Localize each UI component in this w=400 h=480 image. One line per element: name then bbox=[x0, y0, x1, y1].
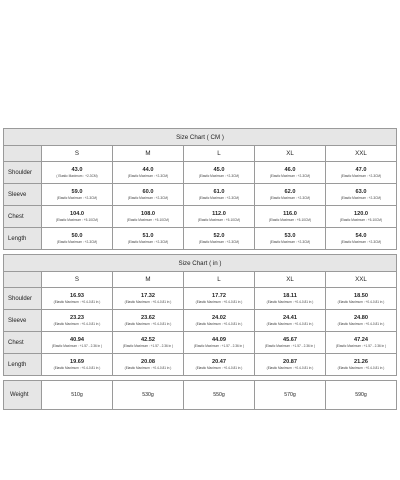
cell-value: 116.0 bbox=[283, 210, 297, 217]
table-cell bbox=[184, 228, 255, 250]
cell-value: 52.0 bbox=[213, 232, 225, 239]
size-header: L bbox=[184, 146, 255, 162]
cell-value: 120.0 bbox=[354, 210, 368, 217]
cell-note: (Elastic Maximum : +2-3CM) bbox=[198, 173, 240, 178]
cell-note: (Elastic Maximum : +0.4-0.81 in ) bbox=[195, 299, 243, 304]
cell-note: ( Elastic Maximum : +2-3CM) bbox=[56, 173, 98, 178]
cell-note: (Elastic Maximum : +2-3CM) bbox=[269, 173, 311, 178]
cell-value: 23.62 bbox=[141, 314, 155, 321]
weight-label: Weight bbox=[4, 381, 42, 410]
cell-value: 23.23 bbox=[70, 314, 84, 321]
cell-value: 20.47 bbox=[212, 358, 226, 365]
row-label: Chest bbox=[4, 332, 42, 354]
table-cell bbox=[42, 310, 113, 332]
header-corner bbox=[4, 272, 42, 288]
table-cell bbox=[255, 332, 326, 354]
cm-chart-title: Size Chart ( CM ) bbox=[4, 129, 397, 146]
cell-note: (Elastic Maximum : +0.4-0.81 in ) bbox=[124, 299, 172, 304]
table-cell bbox=[113, 332, 184, 354]
size-header: XXL bbox=[326, 272, 397, 288]
cell-value: 108.0 bbox=[141, 210, 155, 217]
size-chart-sheet bbox=[3, 128, 397, 410]
table-cell bbox=[326, 228, 397, 250]
cell-note: (Elastic Maximum : +0.4-0.81 in ) bbox=[337, 321, 385, 326]
cell-note: (Elastic Maximum : +0.4-0.81 in ) bbox=[124, 321, 172, 326]
cell-note: (Elastic Maximum : +5-10CM) bbox=[126, 217, 170, 222]
table-cell bbox=[326, 354, 397, 376]
cell-note: (Elastic Maximum : +2-3CM) bbox=[198, 239, 240, 244]
cell-value: 20.08 bbox=[141, 358, 155, 365]
cell-note: (Elastic Maximum : +0.4-0.81 in ) bbox=[53, 299, 101, 304]
inch-chart-title: Size Chart ( in ) bbox=[4, 255, 397, 272]
cell-note: (Elastic Maximum : +5-10CM) bbox=[339, 217, 383, 222]
weight-row bbox=[4, 381, 397, 410]
size-header: XXL bbox=[326, 146, 397, 162]
cell-note: (Elastic Maximum : +1.57 - 2.36 in ) bbox=[51, 343, 103, 348]
row-label: Sleeve bbox=[4, 310, 42, 332]
weight-value: 570g bbox=[255, 381, 326, 410]
weight-value: 590g bbox=[326, 381, 397, 410]
cell-value: 47.24 bbox=[354, 336, 368, 343]
cell-note: (Elastic Maximum : +5-10CM) bbox=[55, 217, 99, 222]
table-cell bbox=[42, 354, 113, 376]
table-cell bbox=[184, 310, 255, 332]
table-cell bbox=[113, 228, 184, 250]
table-cell bbox=[42, 332, 113, 354]
table-row bbox=[4, 288, 397, 310]
table-cell bbox=[113, 162, 184, 184]
table-cell bbox=[184, 184, 255, 206]
table-cell bbox=[184, 162, 255, 184]
cell-value: 53.0 bbox=[284, 232, 296, 239]
cell-value: 61.0 bbox=[213, 188, 225, 195]
table-cell bbox=[326, 162, 397, 184]
row-label: Length bbox=[4, 354, 42, 376]
table-cell bbox=[184, 288, 255, 310]
cell-value: 24.02 bbox=[212, 314, 226, 321]
table-cell bbox=[42, 162, 113, 184]
cell-value: 46.0 bbox=[284, 166, 296, 173]
row-label: Sleeve bbox=[4, 184, 42, 206]
table-row bbox=[4, 184, 397, 206]
row-label: Length bbox=[4, 228, 42, 250]
weight-value: 530g bbox=[113, 381, 184, 410]
cell-value: 45.0 bbox=[213, 166, 225, 173]
table-cell bbox=[255, 206, 326, 228]
cell-value: 63.0 bbox=[355, 188, 367, 195]
table-row bbox=[4, 310, 397, 332]
table-cell bbox=[326, 184, 397, 206]
cell-value: 60.0 bbox=[142, 188, 154, 195]
cell-value: 24.80 bbox=[354, 314, 368, 321]
cm-size-header-row bbox=[4, 146, 397, 162]
size-header: XL bbox=[255, 146, 326, 162]
size-header: S bbox=[42, 146, 113, 162]
cell-note: (Elastic Maximum : +2-3CM) bbox=[340, 173, 382, 178]
cell-note: (Elastic Maximum : +2-3CM) bbox=[127, 173, 169, 178]
table-row bbox=[4, 206, 397, 228]
size-header: M bbox=[113, 272, 184, 288]
cell-note: (Elastic Maximum : +2-3CM) bbox=[340, 239, 382, 244]
table-cell bbox=[255, 228, 326, 250]
table-cell bbox=[42, 206, 113, 228]
cell-note: (Elastic Maximum : +2-3CM) bbox=[269, 195, 311, 200]
cell-note: (Elastic Maximum : +0.4-0.81 in ) bbox=[266, 365, 314, 370]
cell-value: 62.0 bbox=[284, 188, 296, 195]
table-cell bbox=[326, 288, 397, 310]
table-cell bbox=[113, 206, 184, 228]
table-cell bbox=[255, 184, 326, 206]
cell-value: 21.26 bbox=[354, 358, 368, 365]
cell-note: (Elastic Maximum : +0.4-0.81 in ) bbox=[195, 365, 243, 370]
table-cell bbox=[326, 206, 397, 228]
table-cell bbox=[42, 228, 113, 250]
cell-value: 18.11 bbox=[283, 292, 297, 299]
cell-value: 42.52 bbox=[141, 336, 155, 343]
table-cell bbox=[113, 184, 184, 206]
cell-note: (Elastic Maximum : +2-3CM) bbox=[127, 239, 169, 244]
cell-note: (Elastic Maximum : +0.4-0.81 in ) bbox=[195, 321, 243, 326]
cell-value: 104.0 bbox=[70, 210, 84, 217]
size-header: XL bbox=[255, 272, 326, 288]
table-cell bbox=[326, 332, 397, 354]
cell-value: 20.87 bbox=[283, 358, 297, 365]
cell-note: (Elastic Maximum : +5-10CM) bbox=[268, 217, 312, 222]
table-row bbox=[4, 228, 397, 250]
cell-value: 18.50 bbox=[354, 292, 368, 299]
table-row bbox=[4, 354, 397, 376]
cell-note: (Elastic Maximum : +1.57 - 2.36 in ) bbox=[193, 343, 245, 348]
table-cell bbox=[184, 332, 255, 354]
cell-value: 54.0 bbox=[355, 232, 367, 239]
cell-value: 40.94 bbox=[70, 336, 84, 343]
cell-note: (Elastic Maximum : +0.4-0.81 in ) bbox=[53, 321, 101, 326]
cell-value: 45.67 bbox=[283, 336, 297, 343]
cell-value: 47.0 bbox=[355, 166, 367, 173]
cell-value: 16.93 bbox=[70, 292, 84, 299]
cell-note: (Elastic Maximum : +2-3CM) bbox=[127, 195, 169, 200]
cell-note: (Elastic Maximum : +0.4-0.81 in ) bbox=[53, 365, 101, 370]
table-cell bbox=[326, 310, 397, 332]
cell-value: 17.32 bbox=[141, 292, 155, 299]
table-cell bbox=[255, 354, 326, 376]
cell-value: 59.0 bbox=[71, 188, 83, 195]
table-cell bbox=[184, 206, 255, 228]
cell-value: 44.09 bbox=[212, 336, 226, 343]
cell-note: (Elastic Maximum : +2-3CM) bbox=[56, 239, 98, 244]
weight-value: 550g bbox=[184, 381, 255, 410]
row-label: Chest bbox=[4, 206, 42, 228]
size-chart-cm-table bbox=[3, 128, 397, 250]
cell-value: 44.0 bbox=[142, 166, 154, 173]
cell-note: (Elastic Maximum : +2-3CM) bbox=[340, 195, 382, 200]
cell-note: (Elastic Maximum : +0.4-0.81 in ) bbox=[124, 365, 172, 370]
size-header: S bbox=[42, 272, 113, 288]
cell-value: 50.0 bbox=[71, 232, 83, 239]
cell-note: (Elastic Maximum : +0.4-0.81 in ) bbox=[337, 365, 385, 370]
cell-note: (Elastic Maximum : +2-3CM) bbox=[269, 239, 311, 244]
cell-note: (Elastic Maximum : +0.4-0.81 in ) bbox=[337, 299, 385, 304]
cell-value: 51.0 bbox=[142, 232, 154, 239]
size-chart-inch-table bbox=[3, 254, 397, 376]
table-cell bbox=[184, 354, 255, 376]
cell-note: (Elastic Maximum : +2-3CM) bbox=[56, 195, 98, 200]
cell-note: (Elastic Maximum : +1.57 - 2.36 in ) bbox=[335, 343, 387, 348]
table-cell bbox=[255, 162, 326, 184]
table-cell bbox=[113, 310, 184, 332]
weight-value: 510g bbox=[42, 381, 113, 410]
cell-note: (Elastic Maximum : +2-3CM) bbox=[198, 195, 240, 200]
cell-note: (Elastic Maximum : +0.4-0.81 in ) bbox=[266, 321, 314, 326]
table-cell bbox=[113, 288, 184, 310]
cell-value: 19.69 bbox=[70, 358, 84, 365]
table-cell bbox=[42, 288, 113, 310]
table-cell bbox=[113, 354, 184, 376]
table-row bbox=[4, 332, 397, 354]
cell-value: 17.72 bbox=[212, 292, 226, 299]
cell-note: (Elastic Maximum : +1.57 - 2.36 in ) bbox=[122, 343, 174, 348]
weight-table bbox=[3, 380, 397, 410]
header-corner bbox=[4, 146, 42, 162]
inch-size-header-row bbox=[4, 272, 397, 288]
table-cell bbox=[42, 184, 113, 206]
size-header: L bbox=[184, 272, 255, 288]
table-cell bbox=[255, 310, 326, 332]
row-label: Shoulder bbox=[4, 288, 42, 310]
cell-value: 112.0 bbox=[212, 210, 226, 217]
cell-note: (Elastic Maximum : +1.57 - 2.36 in ) bbox=[264, 343, 316, 348]
cell-value: 24.41 bbox=[283, 314, 297, 321]
cell-note: (Elastic Maximum : +5-10CM) bbox=[197, 217, 241, 222]
table-cell bbox=[255, 288, 326, 310]
cell-value: 43.0 bbox=[71, 166, 83, 173]
cell-note: (Elastic Maximum : +0.4-0.81 in ) bbox=[266, 299, 314, 304]
size-header: M bbox=[113, 146, 184, 162]
table-row bbox=[4, 162, 397, 184]
row-label: Shoulder bbox=[4, 162, 42, 184]
